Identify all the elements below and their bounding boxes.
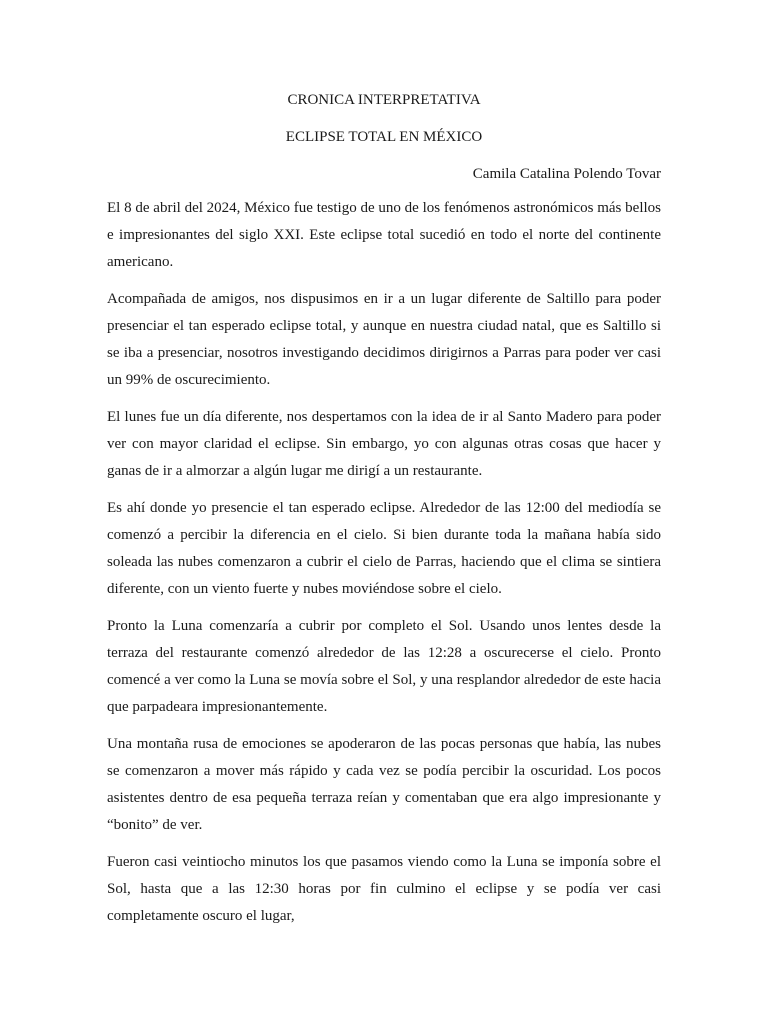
document-subtitle: ECLIPSE TOTAL EN MÉXICO xyxy=(285,129,483,145)
paragraph-2: Acompañada de amigos, nos dispusimos en ir a un lugar diferente de Saltillo para poder presenciar el tan esperado eclipse total, y aunque en nuestra ciudad natal, que es Saltillo si se iba a presenciar, nosotros investigando decidimos dirigirnos a Parras para poder ver casi un 99% de oscurecimiento. xyxy=(107,291,661,388)
document-author: Camila Catalina Polendo Tovar xyxy=(472,166,661,182)
document-title: CRONICA INTERPRETATIVA xyxy=(287,92,481,108)
paragraph-1: El 8 de abril del 2024, México fue testigo de uno de los fenómenos astronómicos más bellos e impresionantes del siglo XXI. Este eclipse total sucedió en todo el norte del continente americano. xyxy=(107,200,661,270)
paragraph-3: El lunes fue un día diferente, nos despertamos con la idea de ir al Santo Madero para poder ver con mayor claridad el eclipse. Sin embargo, yo con algunas otras cosas que hacer y ganas de ir a almorzar a algún lugar me dirigí a un restaurante. xyxy=(107,409,661,479)
paragraph-6: Una montaña rusa de emociones se apoderaron de las pocas personas que había, las nubes se comenzaron a mover más rápido y cada vez se podía percibir la oscuridad. Los pocos asistentes dentro de esa pequeña terraza reían y comentaban que era algo impresionante y “bonito” de ver. xyxy=(107,736,661,833)
paragraph-4: Es ahí donde yo presencie el tan esperado eclipse. Alrededor de las 12:00 del mediodía se comenzó a percibir la diferencia en el cielo. Si bien durante toda la mañana había sido soleada las nubes comenzaron a cubrir el cielo de Parras, haciendo que el clima se sintiera diferente, con un viento fuerte y nubes moviéndose sobre el cielo. xyxy=(107,500,661,597)
paragraph-5: Pronto la Luna comenzaría a cubrir por completo el Sol. Usando unos lentes desde la terraza del restaurante comenzó alrededor de las 12:28 a oscurecerse el cielo. Pronto comencé a ver como la Luna se movía sobre el Sol, y una resplandor alrededor de este hacia que parpadeara impresionantemente. xyxy=(107,618,661,715)
paragraph-7: Fueron casi veintiocho minutos los que pasamos viendo como la Luna se imponía sobre el Sol, hasta que a las 12:30 horas por fin culmino el eclipse y se podía ver casi completamente oscuro el lugar, xyxy=(107,854,661,924)
